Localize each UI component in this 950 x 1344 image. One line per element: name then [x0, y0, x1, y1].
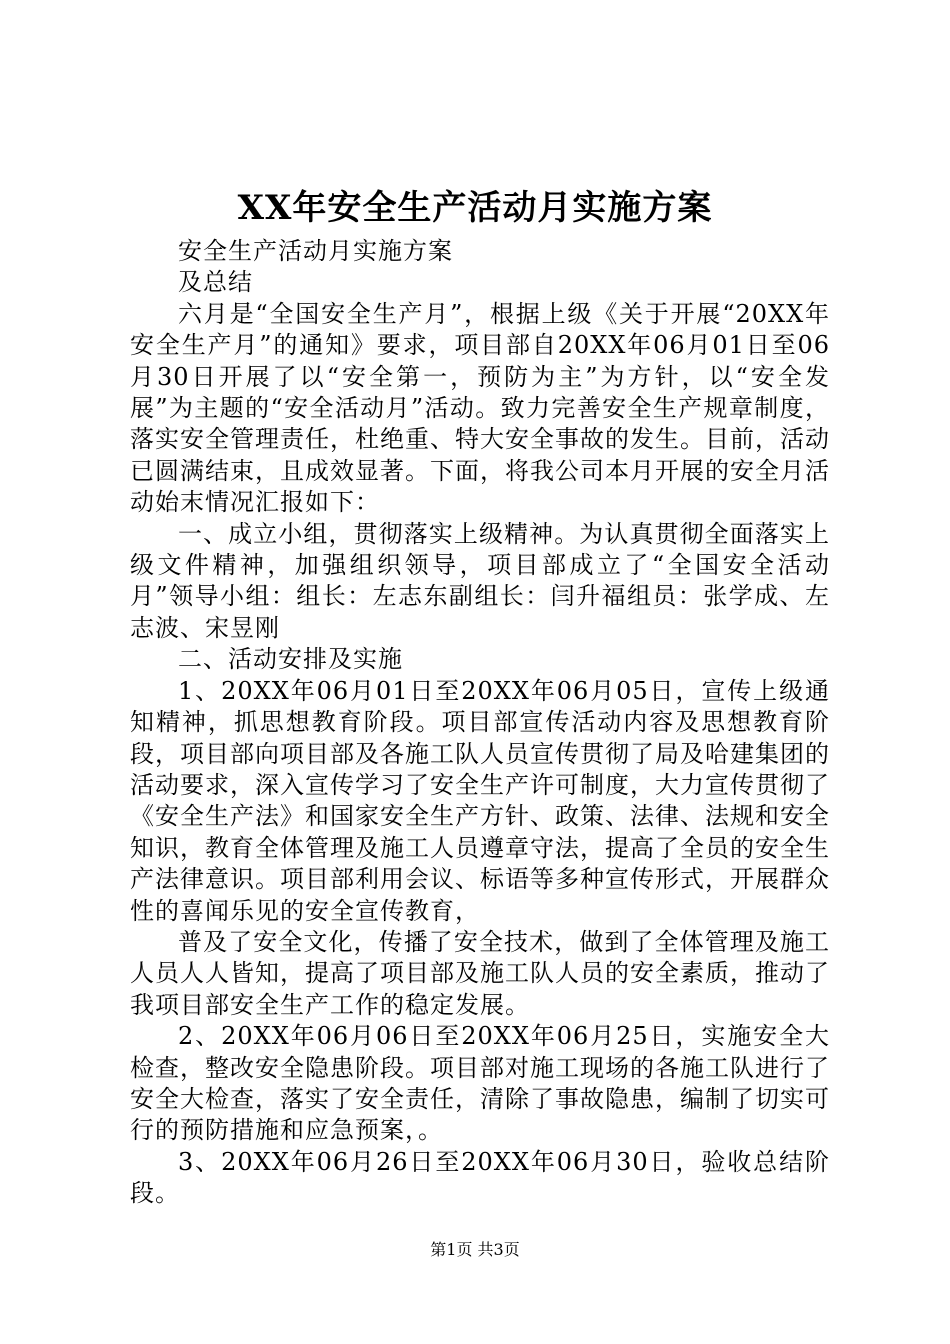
document-title: XX年安全生产活动月实施方案: [237, 188, 713, 228]
subtitle-continuation: 及总结: [178, 268, 253, 297]
stage-one-paragraph: 1、20XX年06月01日至20XX年06月05日，宣传上级通知精神，抓思想教育阶段。项目部宣传活动内容及思想教育阶段，项目部向项目部及各施工队人员宣传贯彻了局及哈建集团的活动要求，深入宣传学习了安全生产许可制度，大力宣传贯彻了《安全生产法》和国家安全生产方针、政策、法律、法规和安全知识，教育全体管理及施工人员遵章守法，提高了全员的安全生产法律意识。项目部利用会议、标语等多种宣传形式，开展群众性的喜闻乐见的安全宣传教育，: [130, 676, 830, 925]
stage-two-paragraph: 2、20XX年06月06日至20XX年06月25日，实施安全大检查，整改安全隐患阶段。项目部对施工现场的各施工队进行了安全大检查，落实了安全责任，清除了事故隐患，编制了切实可行的预防措施和应急预案，。: [130, 1022, 830, 1145]
stage-three-paragraph: 3、20XX年06月26日至20XX年06月30日，验收总结阶段。: [130, 1147, 830, 1208]
stage-one-continuation: 普及了安全文化，传播了安全技术，做到了全体管理及施工人员人人皆知，提高了项目部及施工队人员的安全素质，推动了我项目部安全生产工作的稳定发展。: [130, 927, 830, 1019]
subtitle-line: 安全生产活动月实施方案: [178, 237, 453, 265]
intro-paragraph: 六月是“全国安全生产月”，根据上级《关于开展“20XX年安全生产月”的通知》要求，项目部自20XX年06月01日至06月30日开展了以“安全第一，预防为主”为方针，以“安全发展”为主题的“安全活动月”活动。致力完善安全生产规章制度，落实安全管理责任，杜绝重、特大安全事故的发生。目前，活动已圆满结束，且成效显著。下面，将我公司本月开展的安全月活动始末情况汇报如下：: [130, 299, 830, 517]
section-two-heading: 二、活动安排及实施: [178, 645, 403, 674]
section-one-paragraph: 一、成立小组，贯彻落实上级精神。为认真贯彻全面落实上级文件精神，加强组织领导，项目部成立了“全国安全活动月”领导小组：组长：左志东副组长：闫升福组员：张学成、左志波、宋昱刚: [130, 519, 830, 642]
page-footer: 第1页 共3页: [430, 1240, 520, 1259]
document-body: [130, 236, 830, 1210]
